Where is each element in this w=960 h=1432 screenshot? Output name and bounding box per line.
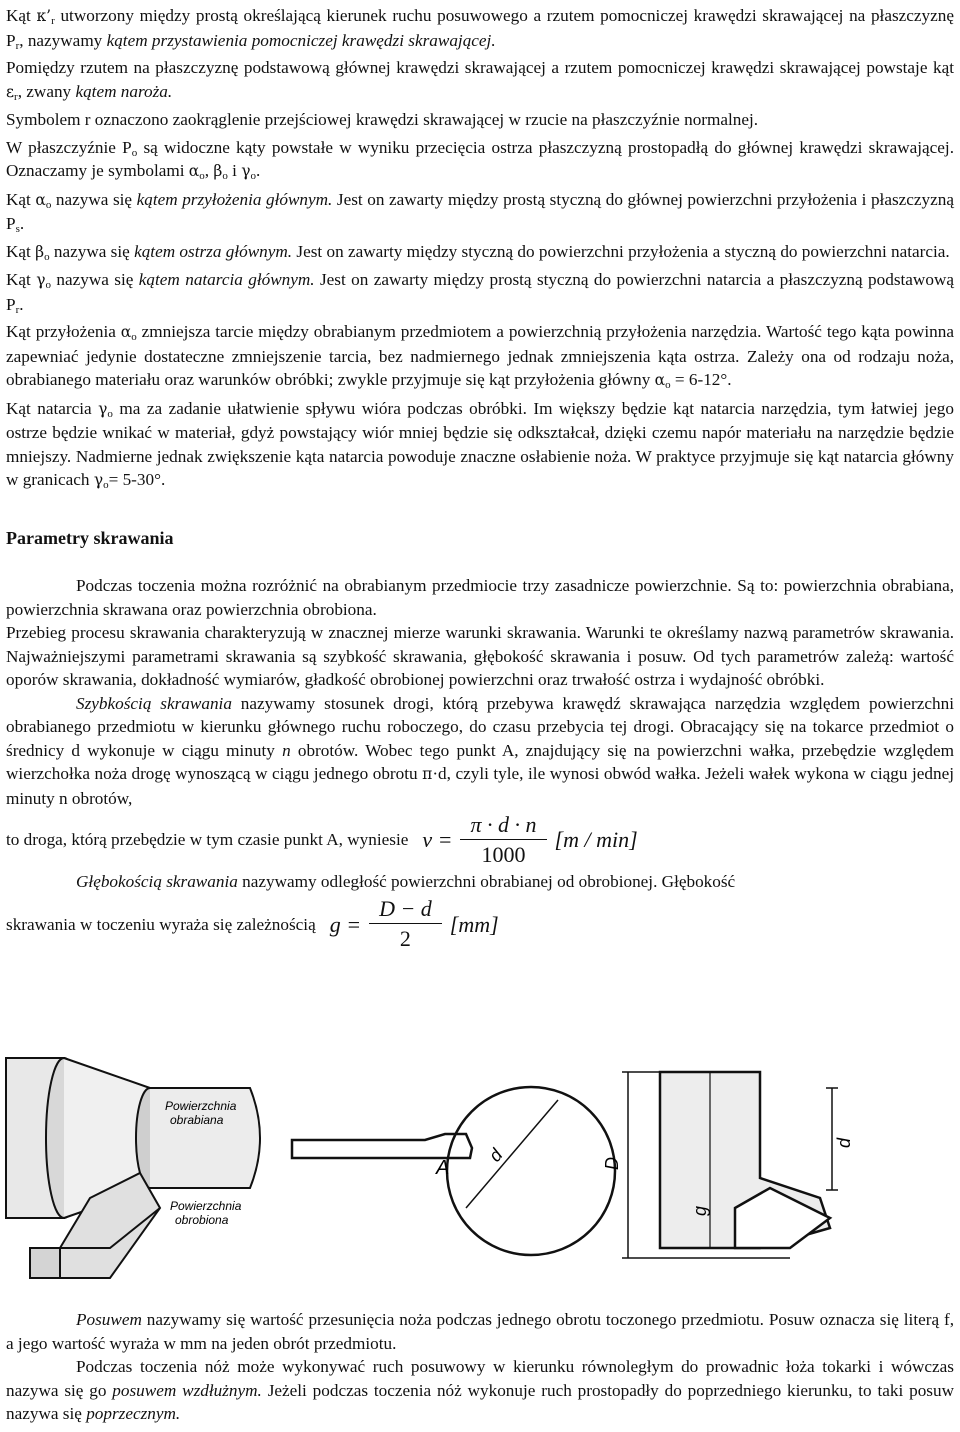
paragraph-p1: Kąt $\kappa’_r$ utworzony między prostą określającą kierunek ruchu posuwowego a rzutem pomocniczej krawędzi skrawającej na płaszczyznę $P_r$, nazywamy kątem przystawienia pomocniczej krawędzi skrawającej.: [6, 6, 954, 52]
speed-fraction: [460, 811, 546, 870]
paragraph-p4: W płaszczyźnie $P_o$ są widoczne kąty powstałe w wyniku przecięcia ostrza płaszczyzną prostopadłą do głównej krawędzi skrawającej. Oznaczamy je symbolami $\alpha_o$, $\beta_o$ i $\gamma_o$.: [6, 137, 955, 182]
depth-paragraph: Głębokością skrawania nazywamy odległość powierzchni obrabianej od obrobionej. Głębokość: [76, 872, 736, 891]
label-surface-2b: obrabiana: [170, 1113, 224, 1127]
label-diameter: d: [484, 1145, 507, 1166]
speed-denominator: 1000: [481, 841, 526, 867]
depth-denominator: 2: [399, 926, 411, 951]
paragraph-p5: Kąt $\alpha_o$ nazywa się kątem przyłożenia głównym. Jest on zawarty między prostą styczną do głównej powierzchni przyłożenia i płaszczyzną $P_s$.: [6, 189, 954, 235]
depth-formula-line: [6, 894, 954, 956]
formula-lhs: v =: [422, 827, 453, 853]
paragraph-p8: Kąt przyłożenia $\alpha_o$ zmniejsza tarcie między obrabianym przedmiotem a powierzchnią przyłożenia narzędzia. Wartość tego kąta powinna zapewniać jedynie dostateczne zmniejszenie tarcia, bez nadmiernego jednak zmniejszenia kąta ostrza. Zależy ona od rodzaju noża, obrabianego materiału oraz warunków obróbki; zwykle przyjmuje się kąt przyłożenia główny $\alpha_o = 6-12^\circ$.: [6, 322, 954, 391]
label-surface-1b: obrobiona: [175, 1213, 229, 1227]
label-g: g: [690, 1205, 710, 1216]
depth-fraction: [369, 895, 442, 954]
document-page: [6, 0, 954, 956]
speed-numerator: π · d · n: [460, 811, 546, 840]
label-D: D: [602, 1157, 622, 1170]
depth-numerator: D − d: [369, 895, 442, 924]
depth-cross-section: [622, 1072, 838, 1258]
speed-formula-line: [6, 810, 954, 870]
paragraph-m1: Podczas toczenia można rozróżnić na obrabianym przedmiocie trzy zasadnicze powierzchnie. Są to: powierzchnia obrabiana, powierzchnia skrawana oraz powierzchnia obrobiona.: [6, 576, 954, 619]
feed-section: [6, 1308, 954, 1426]
paragraph-m3: Szybkością skrawania nazywamy stosunek drogi, którą przebywa krawędź skrawająca narzędzia względem powierzchni obrabianego przedmiotu w kierunku głównego ruchu roboczego, do czasu przebycia tej drogi. Obracający się na tokarce przedmiot o średnicy d wykonuje w ciągu minuty n obrotów. Wobec tego punkt A, znajdujący się na powierzchni wałka, przebędzie względem wierzchołka noża drogę wynoszącą w ciągu jednego obrotu π·d, czyli tyle, ile wynosi obwód wałka. Jeżeli wałek wykona w ciągu jednej minuty n obrotów,: [6, 693, 954, 808]
cutting-parameters-section: [6, 574, 954, 810]
label-surface-2: Powierzchnia: [165, 1099, 237, 1113]
depth-unit: [mm]: [449, 911, 499, 937]
tool-and-circle: [292, 1087, 615, 1255]
paragraph-p6: Kąt $\beta_o$ nazywa się kątem ostrza głównym. Jest on zawarty między styczną do powierzchni przyłożenia a styczną do powierzchni natarcia.: [6, 241, 950, 263]
formula-lhs: g =: [329, 911, 362, 937]
label-point-a: A: [436, 1157, 450, 1179]
speed-unit: [m / min]: [554, 827, 638, 853]
workpiece-sketch: [6, 1058, 260, 1278]
label-surface-1: Powierzchnia: [170, 1199, 242, 1213]
section-title: Parametry skrawania: [6, 527, 174, 548]
paragraph-p2: Pomiędzy rzutem na płaszczyznę podstawową głównej krawędzi skrawającej a rzutem pomocniczej krawędzi skrawającej powstaje kąt $\varepsilon_r$, zwany kątem naroża.: [6, 58, 954, 103]
angles-section: [6, 4, 954, 493]
paragraph-p3: Symbolem r oznaczono zaokrąglenie przejściowej krawędzi skrawającej w rzucie na płaszczyźnie normalnej.: [6, 110, 759, 129]
paragraph-p9: Kąt natarcia $\gamma_o$ ma za zadanie ułatwienie spływu wióra podczas obróbki. Im większy będzie kąt natarcia narzędzia, tym łatwiej jego ostrze będzie wnikać w materiał, gdyż powstający wiór mniej będzie się odkształcał, dzięki czemu napór materiału na narzędzie będzie mniejszy. Nadmierne jednak zwiększenie kąta natarcia powoduje znaczne osłabienie noża. W praktyce przyjmuje się kąt natarcia główny w granicach $\gamma_o= 5-30^\circ$.: [6, 398, 954, 491]
paragraph-m2: Przebieg procesu skrawania charakteryzują w znacznej mierze warunki skrawania. Warunki te określamy nazwą parametrów skrawania. Najważniejszymi parametrami skrawania są szybkość skrawania, głębokość skrawania i posuw. Od tych parametrów zależą: wartość oporów skrawania, dokładność wymiarów, gładkość obrobionej powierzchni oraz trwałość ostrza i wydajność obróbki.: [6, 623, 954, 689]
formula-lead-text: to droga, którą przebędzie w tym czasie punkt A, wyniesie: [6, 830, 409, 850]
label-d: d: [834, 1137, 854, 1148]
turning-diagram: [0, 1048, 960, 1300]
formula-lead-text: skrawania w toczeniu wyraża się zależnością: [6, 914, 316, 934]
turning-figure: [0, 1048, 960, 1300]
paragraph-b2: Podczas toczenia nóż może wykonywać ruch posuwowy w kierunku równoległym do prowadnic łoża tokarki i wówczas nazywa się go posuwem wzdłużnym. Jeżeli podczas toczenia nóż wykonuje ruch prostopadły do poprzedniego kierunku, to taki posuw nazywa się poprzecznym.: [6, 1357, 954, 1423]
paragraph-b1: Posuwem nazywamy się wartość przesunięcia noża podczas jednego obrotu toczonego przedmiotu. Posuw oznacza się literą f, a jego wartość wyraża w mm na jeden obrót przedmiotu.: [6, 1310, 954, 1353]
paragraph-p7: Kąt $\gamma_o$ nazywa się kątem natarcia głównym. Jest on zawarty między prostą styczną do powierzchni natarcia a płaszczyzną podstawową $P_r$.: [6, 270, 954, 316]
